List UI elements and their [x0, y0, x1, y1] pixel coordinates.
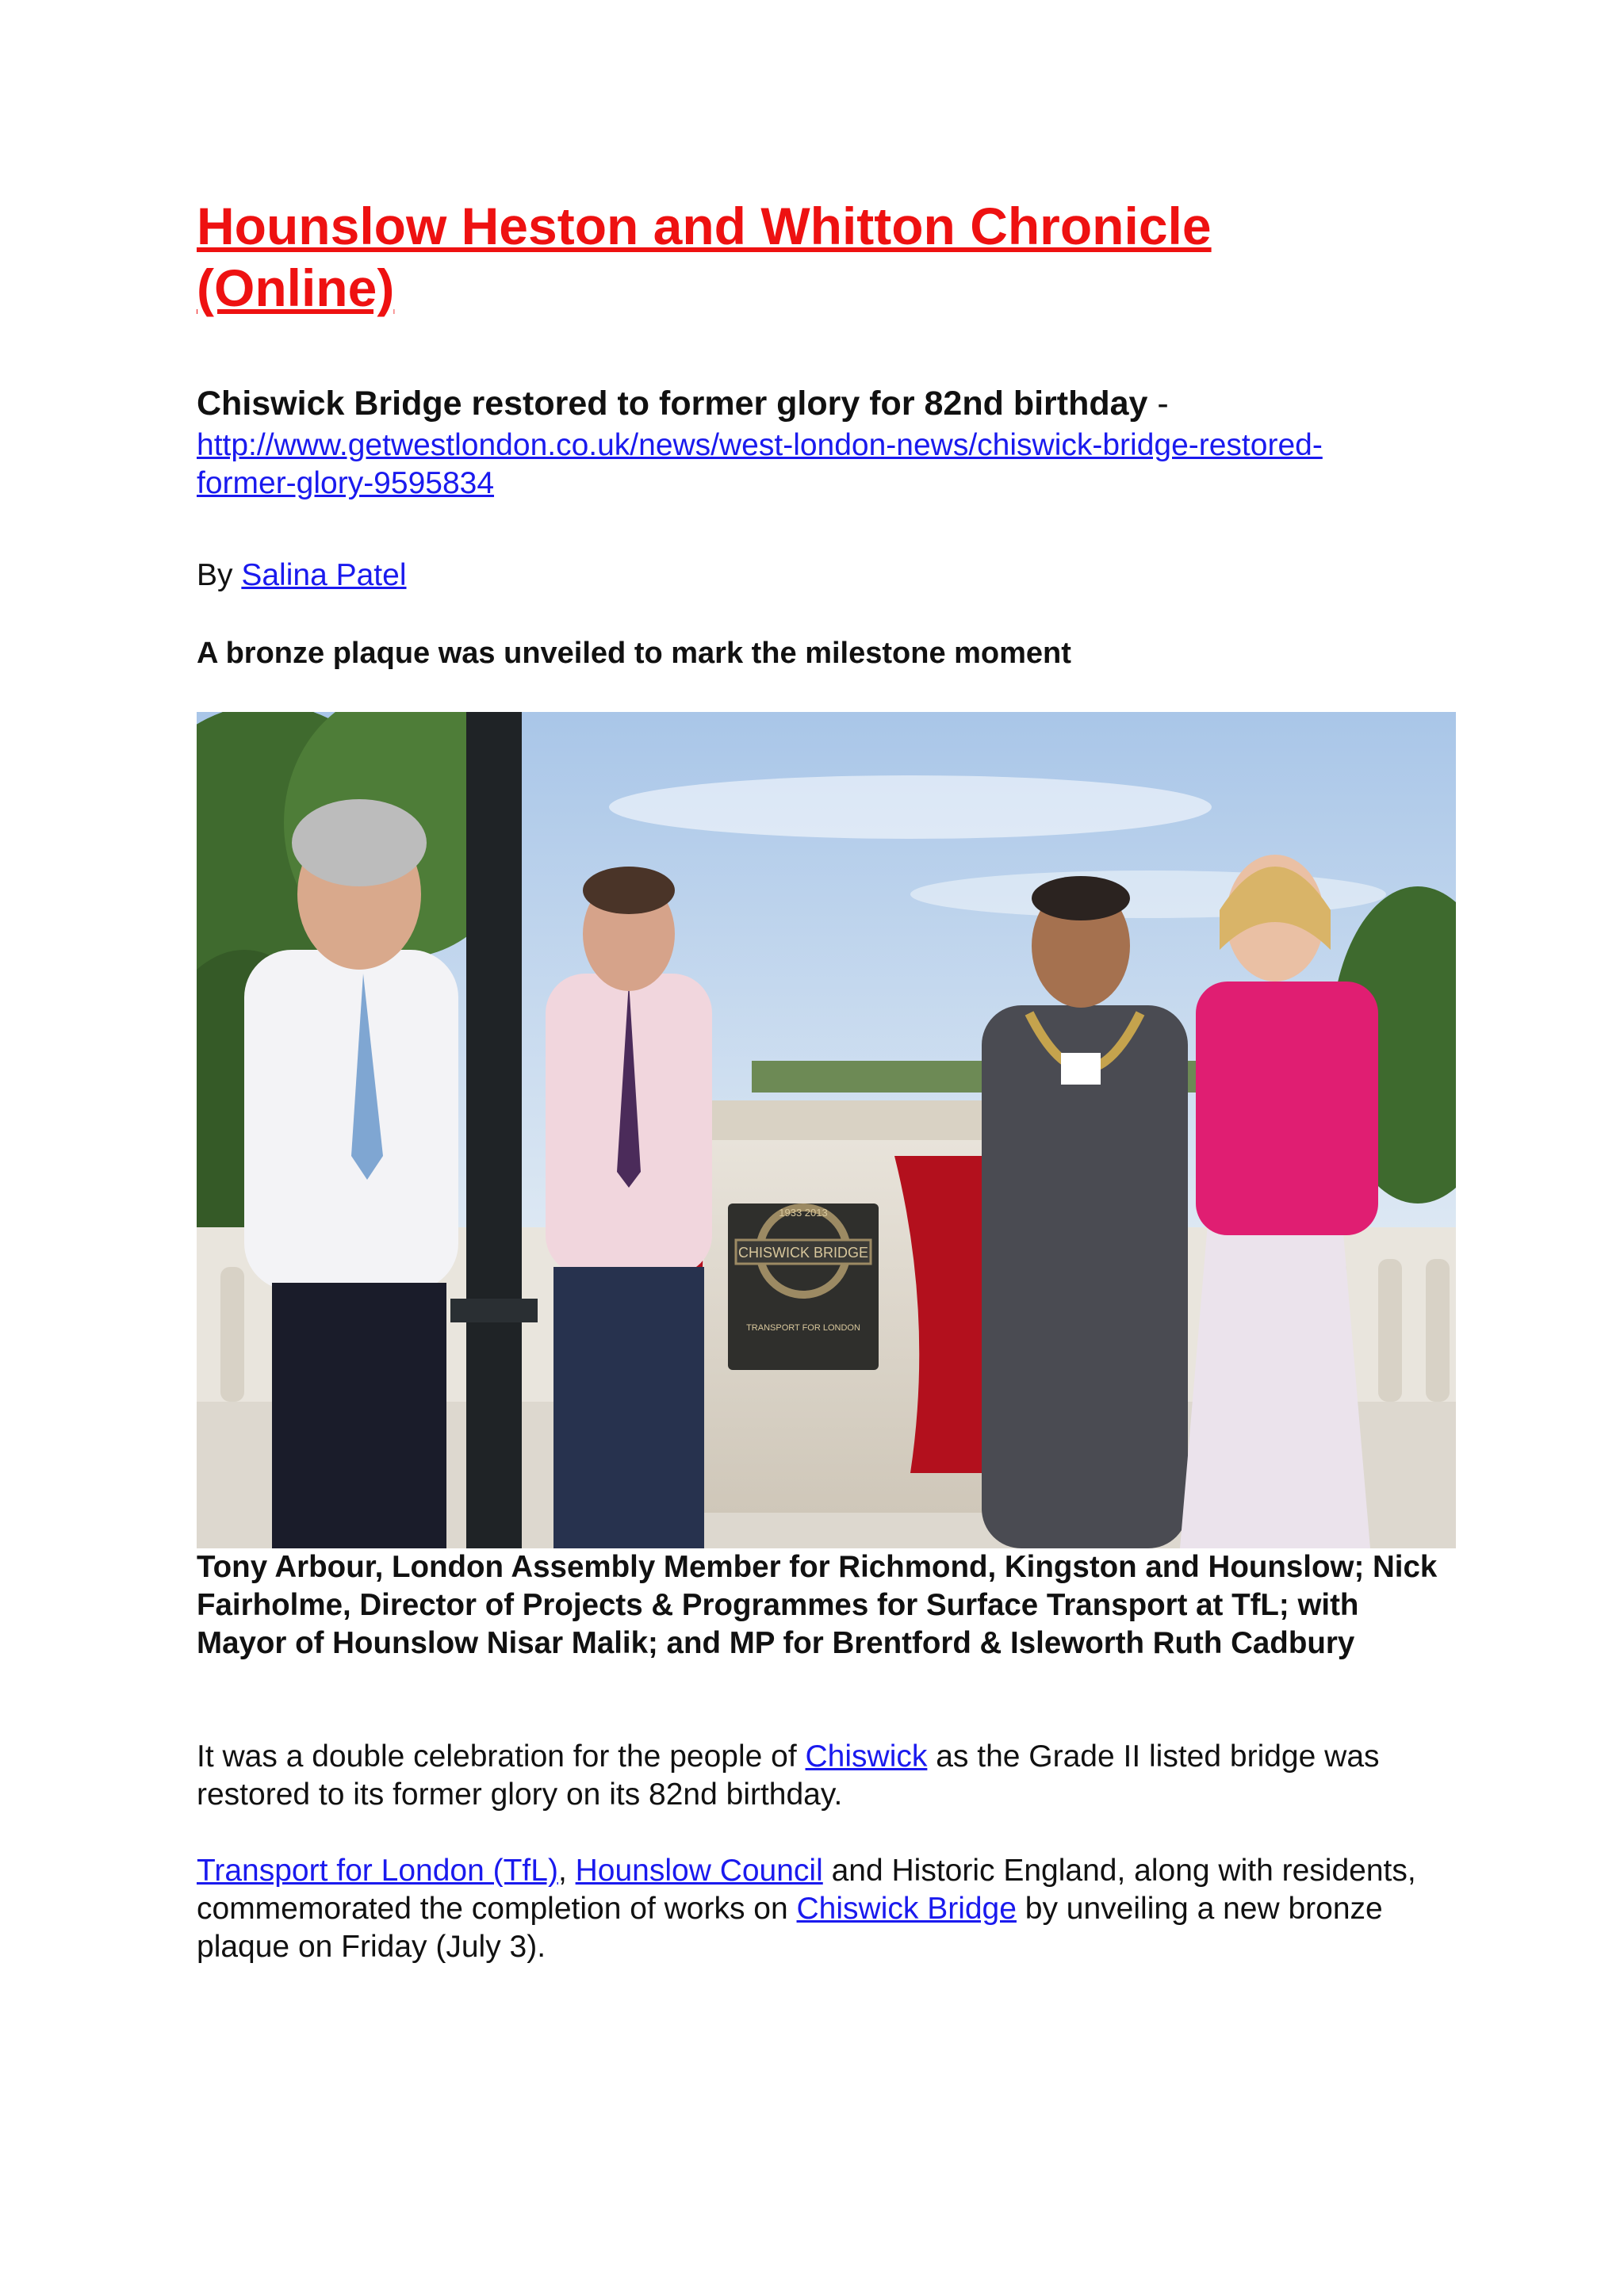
plaque-sub-text: TRANSPORT FOR LONDON [746, 1323, 860, 1333]
photo-caption: Tony Arbour, London Assembly Member for Richmond, Kingston and Hounslow; Nick Fairholme, Director of Projects & Programmes for Surface Transport at TfL; with Mayor of Hounslow Nisar Malik; and MP for Brentford & Isleworth Ruth Cadbury [197, 1550, 1438, 1660]
publication-title-link[interactable] [197, 197, 1212, 317]
title-line-2: (Online) [197, 258, 395, 317]
p2-text-after: by unveiling a new bronze plaque on Friday (July 3). [197, 1892, 1383, 1964]
plaque-top-text: 1933 2013 [779, 1207, 828, 1219]
plaque-roundel-text: CHISWICK BRIDGE [737, 1245, 869, 1261]
hounslow-council-link[interactable]: Hounslow Council [575, 1854, 823, 1888]
headline-separator: - [1147, 385, 1169, 423]
tfl-link[interactable]: Transport for London (TfL) [197, 1854, 558, 1888]
article-headline [197, 383, 1450, 424]
title-line-1: Hounslow Heston and Whitton Chronicle [197, 197, 1212, 255]
url-line-1: http://www.getwestlondon.co.uk/news/west-london-news/chiswick-bridge-restored- [197, 428, 1323, 462]
photo-illustration [197, 712, 1456, 1548]
chiswick-bridge-link[interactable]: Chiswick Bridge [796, 1892, 1017, 1926]
url-line-2: former-glory-9595834 [197, 466, 495, 500]
article-url [197, 427, 1434, 503]
article-photo [197, 712, 1456, 1548]
author-link[interactable]: Salina Patel [241, 558, 407, 592]
p2-sep: , [557, 1854, 576, 1888]
byline [197, 557, 407, 595]
article-url-link[interactable] [197, 428, 1323, 500]
body-paragraph-1 [197, 1738, 1457, 1814]
body-paragraph-2 [197, 1852, 1457, 1966]
p1-text-after: as the Grade II listed bridge was restored to its former glory on its 82nd birthday. [197, 1739, 1380, 1812]
chiswick-link[interactable]: Chiswick [805, 1739, 928, 1774]
p2-text-mid: and Historic England, along with residents, commemorated the completion of works on [197, 1854, 1416, 1926]
publication-title [197, 195, 1434, 319]
headline-text: Chiswick Bridge restored to former glory for 82nd birthday [197, 385, 1148, 423]
standfirst: A bronze plaque was unveiled to mark the milestone moment [197, 637, 1071, 670]
p1-text-before: It was a double celebration for the people of [197, 1739, 806, 1774]
byline-prefix: By [197, 558, 242, 592]
